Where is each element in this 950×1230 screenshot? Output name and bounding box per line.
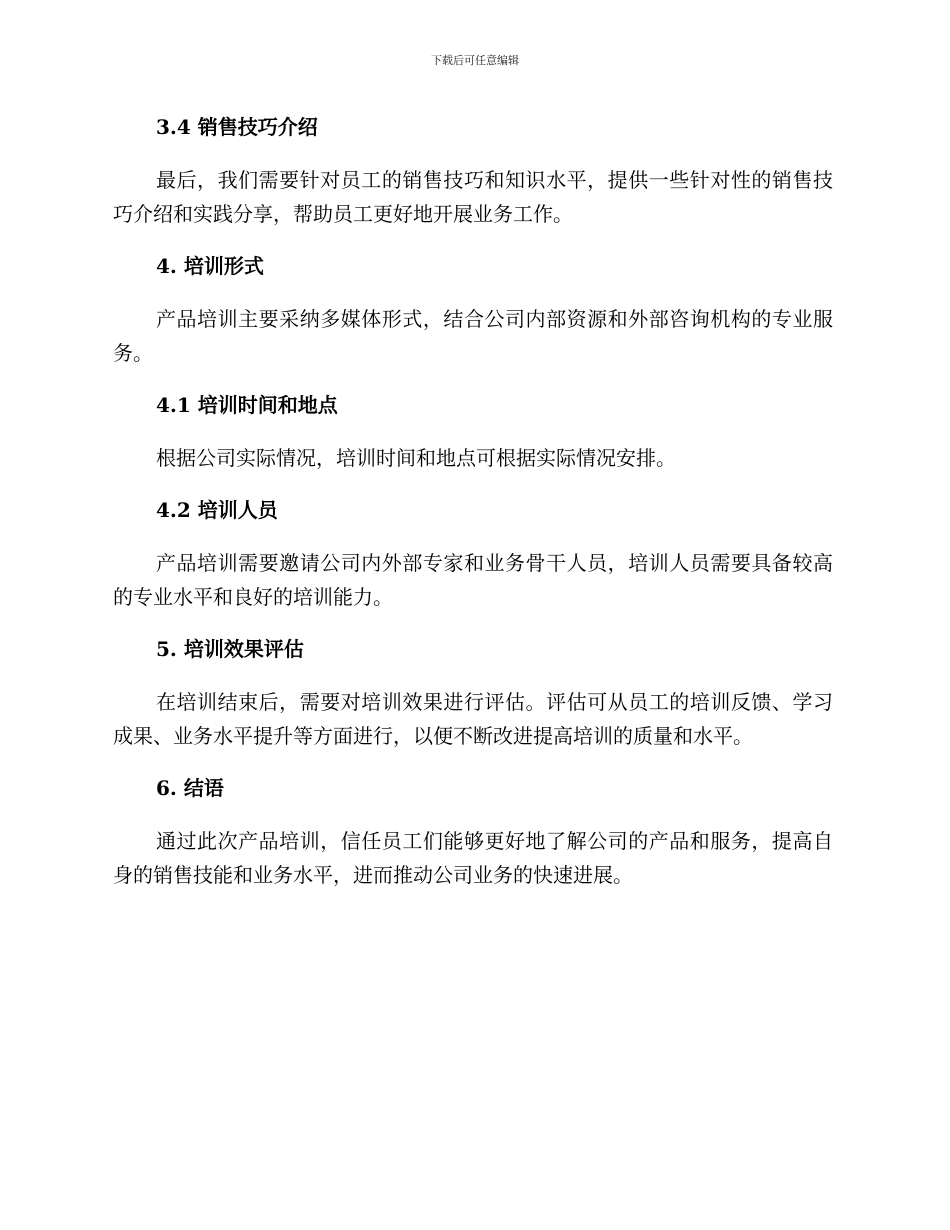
section-paragraph-6: 通过此次产品培训，信任员工们能够更好地了解公司的产品和服务，提高自身的销售技能和业务水平，进而推动公司业务的快速进展。 bbox=[113, 829, 833, 887]
section-heading-3-4: 3.4 销售技巧介绍 bbox=[156, 115, 318, 139]
section-heading-4-1: 4.1 培训时间和地点 bbox=[156, 393, 338, 417]
section-paragraph-4-2: 产品培训需要邀请公司内外部专家和业务骨干人员，培训人员需要具备较高的专业水平和良好的培训能力。 bbox=[113, 551, 833, 609]
section-heading-4: 4. 培训形式 bbox=[156, 254, 264, 278]
section-heading-4-2: 4.2 培训人员 bbox=[156, 498, 278, 522]
section-heading-5: 5. 培训效果评估 bbox=[156, 637, 304, 661]
section-paragraph-3-4: 最后，我们需要针对员工的销售技巧和知识水平，提供一些针对性的销售技巧介绍和实践分享，帮助员工更好地开展业务工作。 bbox=[113, 168, 833, 226]
section-heading-6: 6. 结语 bbox=[156, 776, 224, 800]
section-paragraph-4-1: 根据公司实际情况，培训时间和地点可根据实际情况安排。 bbox=[156, 446, 676, 470]
document-body bbox=[113, 112, 833, 892]
section-paragraph-5: 在培训结束后，需要对培训效果进行评估。评估可从员工的培训反馈、学习成果、业务水平提升等方面进行，以便不断改进提高培训的质量和水平。 bbox=[113, 690, 833, 748]
section-paragraph-4: 产品培训主要采纳多媒体形式，结合公司内部资源和外部咨询机构的专业服务。 bbox=[113, 307, 833, 365]
header-note: 下载后可任意编辑 bbox=[431, 54, 519, 67]
